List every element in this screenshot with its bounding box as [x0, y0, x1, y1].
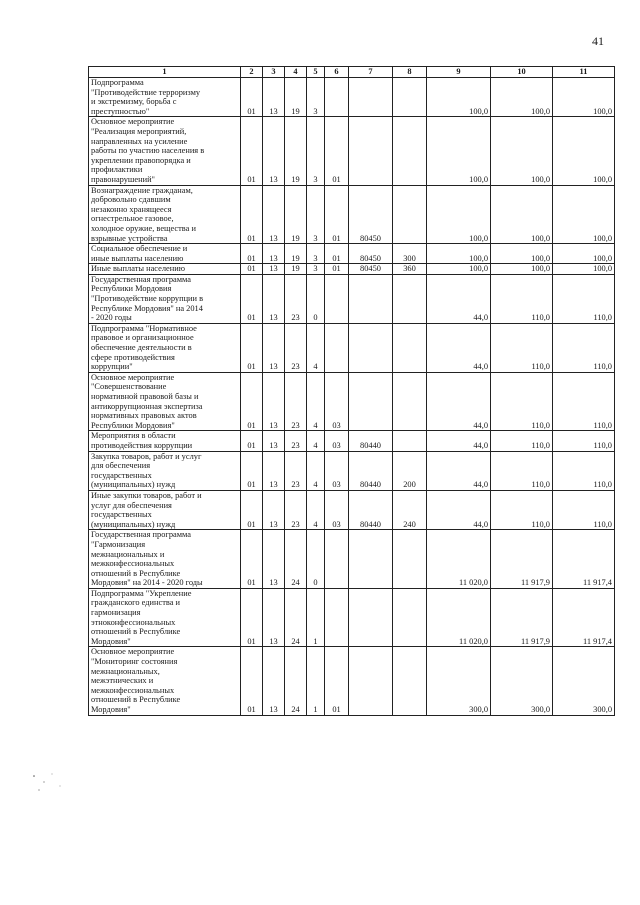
column-header-1: 1 — [89, 67, 241, 78]
amount-cell-c11: 110,0 — [553, 323, 615, 372]
table-row — [89, 323, 615, 372]
code-cell-c6: 01 — [325, 647, 349, 715]
code-cell-c8 — [393, 78, 427, 117]
code-cell-c2: 01 — [241, 490, 263, 529]
row-name: Основное мероприятие "Мониторинг состояния межнациональных, межэтнических и межконфессиональных отношений в Республике Мордовия" — [89, 647, 241, 715]
code-cell-c7: 80450 — [349, 244, 393, 264]
code-cell-c2: 01 — [241, 431, 263, 451]
code-cell-c2: 01 — [241, 647, 263, 715]
code-cell-c4: 24 — [285, 647, 307, 715]
scan-specks — [30, 770, 80, 800]
code-cell-c6: 01 — [325, 264, 349, 275]
amount-cell-c9: 100,0 — [427, 244, 491, 264]
table-row — [89, 185, 615, 244]
amount-cell-c10: 300,0 — [491, 647, 553, 715]
code-cell-c3: 13 — [263, 244, 285, 264]
amount-cell-c9: 44,0 — [427, 490, 491, 529]
code-cell-c4: 19 — [285, 117, 307, 185]
code-cell-c6 — [325, 78, 349, 117]
amount-cell-c9: 44,0 — [427, 431, 491, 451]
code-cell-c3: 13 — [263, 530, 285, 589]
code-cell-c2: 01 — [241, 274, 263, 323]
code-cell-c3: 13 — [263, 647, 285, 715]
amount-cell-c9: 11 020,0 — [427, 588, 491, 647]
table-row — [89, 451, 615, 490]
code-cell-c6: 01 — [325, 244, 349, 264]
row-name: Государственная программа Республики Мордовия "Противодействие коррупции в Республике Мордовия" на 2014 - 2020 годы — [89, 274, 241, 323]
amount-cell-c9: 44,0 — [427, 323, 491, 372]
table-row — [89, 647, 615, 715]
code-cell-c6 — [325, 274, 349, 323]
amount-cell-c11: 300,0 — [553, 647, 615, 715]
amount-cell-c10: 100,0 — [491, 117, 553, 185]
code-cell-c3: 13 — [263, 185, 285, 244]
code-cell-c4: 23 — [285, 490, 307, 529]
amount-cell-c11: 100,0 — [553, 264, 615, 275]
code-cell-c3: 13 — [263, 264, 285, 275]
amount-cell-c10: 100,0 — [491, 264, 553, 275]
code-cell-c4: 23 — [285, 274, 307, 323]
header-row — [89, 67, 615, 78]
code-cell-c4: 23 — [285, 372, 307, 431]
row-name: Вознаграждение гражданам, добровольно сдавшим незаконно хранящееся огнестрельное газовое, холодное оружие, вещества и взрывные устройства — [89, 185, 241, 244]
code-cell-c6: 03 — [325, 372, 349, 431]
table-row — [89, 78, 615, 117]
amount-cell-c9: 100,0 — [427, 185, 491, 244]
amount-cell-c10: 110,0 — [491, 431, 553, 451]
row-name: Мероприятия в области противодействия коррупции — [89, 431, 241, 451]
code-cell-c4: 19 — [285, 244, 307, 264]
code-cell-c7 — [349, 78, 393, 117]
code-cell-c5: 0 — [307, 274, 325, 323]
code-cell-c4: 24 — [285, 588, 307, 647]
amount-cell-c11: 110,0 — [553, 274, 615, 323]
code-cell-c4: 19 — [285, 78, 307, 117]
row-name: Иные закупки товаров, работ и услуг для обеспечения государственных (муниципальных) нужд — [89, 490, 241, 529]
code-cell-c5: 1 — [307, 647, 325, 715]
amount-cell-c10: 11 917,9 — [491, 588, 553, 647]
column-header-8: 8 — [393, 67, 427, 78]
table-row — [89, 264, 615, 275]
code-cell-c5: 1 — [307, 588, 325, 647]
table-row — [89, 244, 615, 264]
column-header-11: 11 — [553, 67, 615, 78]
code-cell-c3: 13 — [263, 372, 285, 431]
column-header-2: 2 — [241, 67, 263, 78]
code-cell-c5: 3 — [307, 185, 325, 244]
code-cell-c7: 80450 — [349, 264, 393, 275]
code-cell-c6 — [325, 323, 349, 372]
code-cell-c7: 80450 — [349, 185, 393, 244]
code-cell-c8 — [393, 323, 427, 372]
amount-cell-c10: 110,0 — [491, 451, 553, 490]
column-header-6: 6 — [325, 67, 349, 78]
code-cell-c3: 13 — [263, 431, 285, 451]
row-name: Подпрограмма "Укрепление гражданского единства и гармонизация этноконфессиональных отношений в Республике Мордовия" — [89, 588, 241, 647]
code-cell-c5: 4 — [307, 451, 325, 490]
amount-cell-c10: 100,0 — [491, 244, 553, 264]
amount-cell-c11: 110,0 — [553, 451, 615, 490]
code-cell-c8 — [393, 431, 427, 451]
amount-cell-c11: 110,0 — [553, 372, 615, 431]
code-cell-c2: 01 — [241, 451, 263, 490]
code-cell-c7: 80440 — [349, 490, 393, 529]
code-cell-c4: 19 — [285, 264, 307, 275]
amount-cell-c10: 100,0 — [491, 78, 553, 117]
amount-cell-c10: 110,0 — [491, 323, 553, 372]
code-cell-c5: 4 — [307, 431, 325, 451]
amount-cell-c9: 100,0 — [427, 78, 491, 117]
amount-cell-c11: 100,0 — [553, 244, 615, 264]
code-cell-c7 — [349, 647, 393, 715]
code-cell-c7 — [349, 323, 393, 372]
row-name: Основное мероприятие "Совершенствование нормативной правовой базы и антикоррупционная экспертиза нормативных правовых актов Республики Мордовия" — [89, 372, 241, 431]
code-cell-c8: 360 — [393, 264, 427, 275]
code-cell-c2: 01 — [241, 323, 263, 372]
code-cell-c5: 4 — [307, 323, 325, 372]
code-cell-c2: 01 — [241, 530, 263, 589]
code-cell-c4: 23 — [285, 451, 307, 490]
row-name: Иные выплаты населению — [89, 264, 241, 275]
code-cell-c2: 01 — [241, 372, 263, 431]
code-cell-c8: 200 — [393, 451, 427, 490]
amount-cell-c11: 100,0 — [553, 117, 615, 185]
column-header-9: 9 — [427, 67, 491, 78]
amount-cell-c9: 100,0 — [427, 264, 491, 275]
code-cell-c5: 4 — [307, 490, 325, 529]
column-header-3: 3 — [263, 67, 285, 78]
code-cell-c7: 80440 — [349, 431, 393, 451]
table-row — [89, 274, 615, 323]
amount-cell-c9: 300,0 — [427, 647, 491, 715]
code-cell-c6: 01 — [325, 185, 349, 244]
code-cell-c8 — [393, 117, 427, 185]
table-row — [89, 117, 615, 185]
row-name: Социальное обеспечение и иные выплаты населению — [89, 244, 241, 264]
table-row — [89, 490, 615, 529]
table-row — [89, 588, 615, 647]
table-row — [89, 372, 615, 431]
code-cell-c4: 24 — [285, 530, 307, 589]
amount-cell-c9: 100,0 — [427, 117, 491, 185]
amount-cell-c10: 110,0 — [491, 490, 553, 529]
code-cell-c4: 23 — [285, 323, 307, 372]
table-row — [89, 530, 615, 589]
page-number: 41 — [592, 34, 604, 48]
code-cell-c2: 01 — [241, 264, 263, 275]
code-cell-c6: 03 — [325, 451, 349, 490]
amount-cell-c10: 100,0 — [491, 185, 553, 244]
row-name: Основное мероприятие "Реализация мероприятий, направленных на усиление работы по участию населения в укреплении правопорядка и профилактики правонарушений" — [89, 117, 241, 185]
code-cell-c2: 01 — [241, 185, 263, 244]
code-cell-c8: 240 — [393, 490, 427, 529]
amount-cell-c11: 110,0 — [553, 490, 615, 529]
code-cell-c8 — [393, 588, 427, 647]
amount-cell-c9: 44,0 — [427, 274, 491, 323]
code-cell-c6: 03 — [325, 431, 349, 451]
column-header-7: 7 — [349, 67, 393, 78]
amount-cell-c9: 11 020,0 — [427, 530, 491, 589]
code-cell-c2: 01 — [241, 244, 263, 264]
amount-cell-c11: 110,0 — [553, 431, 615, 451]
amount-cell-c10: 110,0 — [491, 274, 553, 323]
code-cell-c2: 01 — [241, 588, 263, 647]
code-cell-c8 — [393, 274, 427, 323]
code-cell-c6: 03 — [325, 490, 349, 529]
code-cell-c5: 0 — [307, 530, 325, 589]
amount-cell-c11: 100,0 — [553, 78, 615, 117]
code-cell-c2: 01 — [241, 117, 263, 185]
amount-cell-c11: 11 917,4 — [553, 588, 615, 647]
code-cell-c3: 13 — [263, 490, 285, 529]
column-header-4: 4 — [285, 67, 307, 78]
code-cell-c3: 13 — [263, 274, 285, 323]
code-cell-c6: 01 — [325, 117, 349, 185]
amount-cell-c9: 44,0 — [427, 451, 491, 490]
amount-cell-c10: 110,0 — [491, 372, 553, 431]
code-cell-c5: 3 — [307, 244, 325, 264]
code-cell-c5: 3 — [307, 117, 325, 185]
code-cell-c5: 4 — [307, 372, 325, 431]
amount-cell-c10: 11 917,9 — [491, 530, 553, 589]
code-cell-c8: 300 — [393, 244, 427, 264]
amount-cell-c11: 100,0 — [553, 185, 615, 244]
column-header-10: 10 — [491, 67, 553, 78]
code-cell-c6 — [325, 588, 349, 647]
table-row — [89, 431, 615, 451]
amount-cell-c11: 11 917,4 — [553, 530, 615, 589]
code-cell-c5: 3 — [307, 264, 325, 275]
code-cell-c6 — [325, 530, 349, 589]
code-cell-c4: 19 — [285, 185, 307, 244]
code-cell-c7 — [349, 117, 393, 185]
row-name: Подпрограмма "Противодействие терроризму и экстремизму, борьба с преступностью" — [89, 78, 241, 117]
code-cell-c3: 13 — [263, 451, 285, 490]
code-cell-c5: 3 — [307, 78, 325, 117]
budget-table — [88, 66, 615, 716]
code-cell-c4: 23 — [285, 431, 307, 451]
code-cell-c8 — [393, 530, 427, 589]
code-cell-c3: 13 — [263, 78, 285, 117]
code-cell-c3: 13 — [263, 588, 285, 647]
row-name: Подпрограмма "Нормативное правовое и организационное обеспечение деятельности в сфере противодействия коррупции" — [89, 323, 241, 372]
row-name: Государственная программа "Гармонизация межнациональных и межконфессиональных отношений в Республике Мордовия" на 2014 - 2020 годы — [89, 530, 241, 589]
code-cell-c8 — [393, 647, 427, 715]
code-cell-c7: 80440 — [349, 451, 393, 490]
code-cell-c3: 13 — [263, 117, 285, 185]
code-cell-c7 — [349, 372, 393, 431]
column-header-5: 5 — [307, 67, 325, 78]
code-cell-c3: 13 — [263, 323, 285, 372]
row-name: Закупка товаров, работ и услуг для обеспечения государственных (муниципальных) нужд — [89, 451, 241, 490]
code-cell-c7 — [349, 588, 393, 647]
code-cell-c7 — [349, 274, 393, 323]
amount-cell-c9: 44,0 — [427, 372, 491, 431]
code-cell-c7 — [349, 530, 393, 589]
code-cell-c2: 01 — [241, 78, 263, 117]
code-cell-c8 — [393, 372, 427, 431]
code-cell-c8 — [393, 185, 427, 244]
